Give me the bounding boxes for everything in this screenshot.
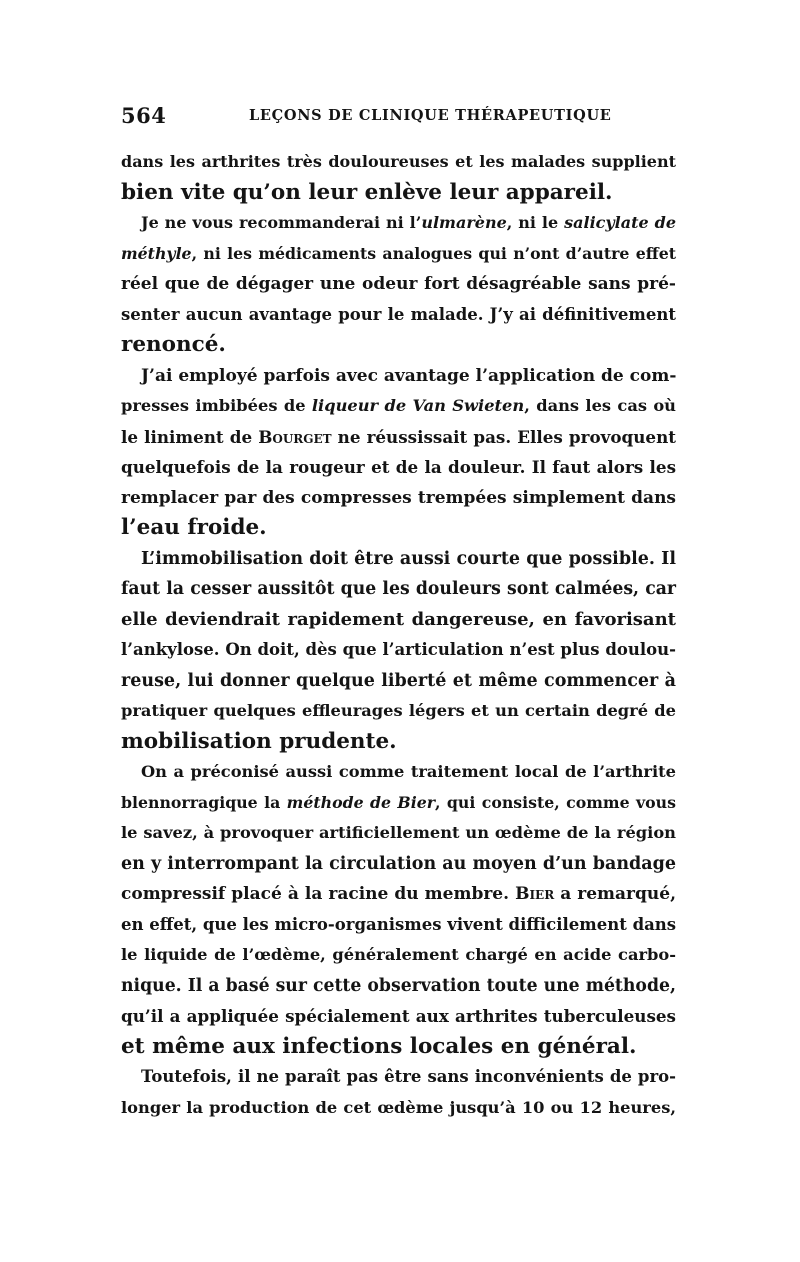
text-span: , ni le — [506, 213, 565, 232]
text-span-smallcaps: Bourget — [258, 426, 332, 447]
text-line — [121, 818, 676, 849]
text-span: a remarqué, — [554, 884, 676, 904]
text-line — [121, 330, 676, 361]
text-line — [121, 788, 676, 819]
text-span: mobilisation prudente. — [121, 728, 397, 754]
text-line — [121, 940, 676, 971]
text-line — [121, 422, 676, 453]
text-span: en effet, que les micro-organismes vivent difficilement dans — [121, 914, 677, 934]
running-head: LEÇONS DE CLINIQUE THÉRAPEUTIQUE — [249, 107, 612, 124]
text-line — [121, 300, 676, 331]
text-span: en y interrompant la circulation au moyen d’un bandage — [121, 853, 676, 874]
text-line — [121, 269, 676, 300]
text-line — [121, 574, 676, 605]
text-span: bien vite qu’on leur enlève leur appareil. — [121, 179, 613, 205]
text-span: Je ne vous recommanderai ni l’ — [141, 213, 422, 232]
text-span: renoncé. — [121, 332, 226, 357]
text-span: nique. Il a basé sur cette observation toute une méthode, — [121, 975, 676, 996]
text-span-italic: méthyle — [121, 243, 192, 263]
text-span: le savez, à provoquer artificiellement un œdème de la région — [121, 823, 676, 842]
text-span: pratiquer quelques effleurages légers et un certain degré de — [121, 701, 676, 720]
text-span: l’ankylose. On doit, dès que l’articulation n’est plus doulou- — [121, 640, 676, 659]
text-span-smallcaps: Bier — [515, 884, 555, 904]
text-span: On a préconisé aussi comme traitement local de l’arthrite — [141, 762, 676, 781]
text-line — [121, 605, 676, 636]
text-line — [121, 483, 676, 514]
text-line — [121, 239, 676, 270]
text-span: compressif placé à la racine du membre. — [121, 884, 516, 904]
text-span: senter aucun avantage pour le malade. J’y ai définitivement — [121, 304, 676, 324]
text-span: longer la production de cet œdème jusqu’à 10 ou 12 heures, — [121, 1097, 676, 1117]
text-span: et même aux infections locales en général. — [121, 1033, 637, 1059]
text-span: réel que de dégager une odeur fort désagréable sans pré- — [121, 274, 676, 294]
text-line — [121, 727, 676, 758]
text-span: presses imbibées de — [121, 396, 312, 415]
text-span: J’ai employé parfois avec avantage l’application de com- — [141, 365, 677, 386]
text-line — [121, 666, 676, 697]
text-line — [121, 452, 676, 483]
text-span: remplacer par des compresses trempées simplement dans — [121, 487, 676, 508]
text-line — [121, 361, 676, 392]
text-line — [121, 544, 676, 575]
text-line — [121, 147, 676, 178]
text-span: L’immobilisation doit être aussi courte que possible. Il — [141, 548, 676, 569]
text-line — [121, 696, 676, 727]
text-span-italic: liqueur de Van Swieten — [311, 396, 525, 415]
text-line — [121, 1001, 676, 1032]
text-span: le liquide de l’œdème, généralement chargé en acide carbo- — [121, 945, 676, 964]
text-span: faut la cesser aussitôt que les douleurs sont calmées, car — [121, 579, 676, 599]
text-line — [121, 178, 676, 209]
text-line — [121, 208, 676, 239]
text-line — [121, 1062, 676, 1093]
text-span: , qui consiste, comme vous — [435, 792, 676, 812]
text-line — [121, 513, 676, 544]
text-span: quelquefois de la rougeur et de la douleur. Il faut alors les — [121, 457, 676, 477]
text-span: reuse, lui donner quelque liberté et même commencer à — [121, 670, 676, 691]
text-span: , ni les médicaments analogues qui n’ont d’autre effet — [191, 243, 676, 263]
text-line — [121, 635, 676, 666]
body-text — [121, 147, 676, 1123]
text-line — [121, 391, 676, 422]
text-span: l’eau froide. — [121, 515, 267, 540]
text-line — [121, 757, 676, 788]
text-span: elle deviendrait rapidement dangereuse, en favorisant — [121, 608, 676, 630]
text-line — [121, 849, 676, 880]
text-span: ne réussissait pas. Elles provoquent — [331, 426, 676, 447]
text-span-italic: ulmarène — [421, 213, 507, 232]
text-line — [121, 1032, 676, 1063]
text-span-italic: salicylate de — [564, 213, 676, 232]
text-line — [121, 879, 676, 910]
page-number: 564 — [121, 103, 167, 128]
text-line — [121, 971, 676, 1002]
text-span: qu’il a appliquée spécialement aux arthrites tuberculeuses — [121, 1006, 676, 1026]
text-span: , dans les cas où — [524, 396, 676, 415]
text-span-italic: méthode de Bier — [286, 792, 436, 812]
page-header — [121, 103, 676, 133]
text-line — [121, 1093, 676, 1124]
text-span: Toutefois, il ne paraît pas être sans inconvénients de pro- — [141, 1067, 676, 1086]
text-line — [121, 910, 676, 941]
text-span: blennorragique la — [121, 792, 287, 812]
text-span: le liniment de — [121, 426, 259, 447]
text-span: dans les arthrites très douloureuses et les malades supplient — [121, 152, 676, 171]
